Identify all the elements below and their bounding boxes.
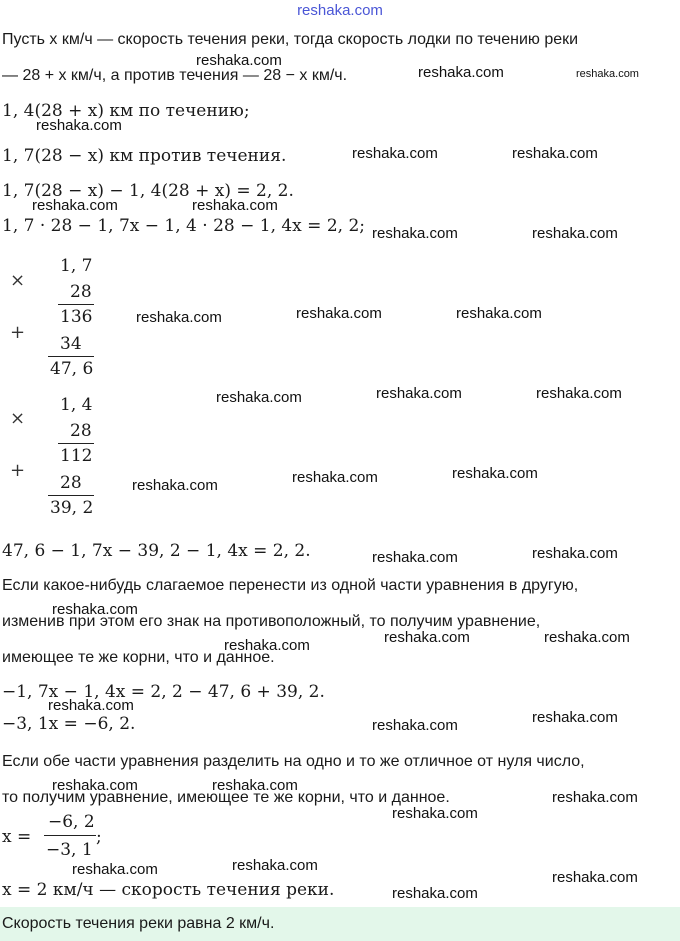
watermark: reshaka.com (216, 389, 302, 406)
equation-line-3: 1, 4(28 + x) км по течению; (2, 101, 250, 121)
equation-line-8: −1, 7x − 1, 4x = 2, 2 − 47, 6 + 39, 2. (2, 682, 325, 702)
watermark: reshaka.com (452, 465, 538, 482)
watermark: reshaka.com (392, 885, 478, 902)
fraction-denominator: −3, 1 (46, 840, 93, 860)
text-line-2: — 28 + x км/ч, а против течения — 28 − x км/ч. (2, 67, 348, 84)
times-sign: × (10, 270, 26, 291)
rule (48, 495, 94, 496)
watermark: reshaka.com (372, 717, 458, 734)
rule-paragraph-1b: изменив при этом его знак на противоположный, то получим уравнение, (2, 613, 541, 630)
watermark: reshaka.com (212, 777, 298, 794)
watermark: reshaka.com (296, 305, 382, 322)
factor-b: 28 (70, 282, 92, 302)
watermark: reshaka.com (292, 469, 378, 486)
times-sign: × (10, 408, 26, 429)
watermark: reshaka.com (532, 225, 618, 242)
watermark: reshaka.com (532, 545, 618, 562)
fraction-end: ; (96, 827, 102, 847)
partial-2: 28 (60, 473, 82, 493)
watermark: reshaka.com (32, 197, 118, 214)
watermark: reshaka.com (196, 52, 282, 69)
watermark: reshaka.com (136, 309, 222, 326)
equation-line-9: −3, 1x = −6, 2. (2, 714, 136, 734)
rule-paragraph-1c: имеющее те же корни, что и данное. (2, 649, 275, 666)
watermark: reshaka.com (384, 629, 470, 646)
watermark: reshaka.com (544, 629, 630, 646)
rule-paragraph-2b: то получим уравнение, имеющее те же корни, что и данное. (2, 789, 450, 806)
watermark: reshaka.com (72, 861, 158, 878)
fraction-bar (44, 835, 96, 836)
factor-a: 1, 4 (60, 395, 93, 415)
watermark: reshaka.com (456, 305, 542, 322)
product: 47, 6 (50, 359, 94, 379)
site-header-link[interactable]: reshaka.com (297, 2, 383, 19)
rule (58, 443, 94, 444)
watermark: reshaka.com (52, 601, 138, 618)
watermark: reshaka.com (418, 64, 504, 81)
rule (58, 304, 94, 305)
watermark: reshaka.com (512, 145, 598, 162)
watermark: reshaka.com (372, 225, 458, 242)
equation-line-11: x = 2 км/ч — скорость течения реки. (2, 880, 335, 900)
fraction-lhs: x = (2, 827, 32, 847)
fraction-numerator: −6, 2 (48, 812, 95, 832)
equation-line-5: 1, 7(28 − x) − 1, 4(28 + x) = 2, 2. (2, 181, 294, 201)
watermark: reshaka.com (224, 637, 310, 654)
watermark: reshaka.com (48, 697, 134, 714)
partial-1: 112 (60, 446, 93, 466)
watermark: reshaka.com (132, 477, 218, 494)
watermark: reshaka.com (576, 68, 639, 80)
rule-paragraph-1a: Если какое-нибудь слагаемое перенести из одной части уравнения в другую, (2, 577, 579, 594)
rule (48, 356, 94, 357)
answer-text: Скорость течения реки равна 2 км/ч. (2, 915, 275, 932)
watermark: reshaka.com (52, 777, 138, 794)
watermark: reshaka.com (352, 145, 438, 162)
watermark: reshaka.com (232, 857, 318, 874)
plus-sign: + (10, 322, 26, 343)
watermark: reshaka.com (536, 385, 622, 402)
watermark: reshaka.com (552, 789, 638, 806)
equation-line-6: 1, 7 · 28 − 1, 7x − 1, 4 · 28 − 1, 4x = 2, 2; (2, 216, 365, 236)
product: 39, 2 (50, 498, 94, 518)
factor-a: 1, 7 (60, 256, 93, 276)
text-line-1: Пусть x км/ч — скорость течения реки, тогда скорость лодки по течению реки (2, 31, 579, 48)
plus-sign: + (10, 460, 26, 481)
rule-paragraph-2a: Если обе части уравнения разделить на одно и то же отличное от нуля число, (2, 753, 585, 770)
partial-1: 136 (60, 307, 93, 327)
watermark: reshaka.com (372, 549, 458, 566)
watermark: reshaka.com (36, 117, 122, 134)
equation-line-7: 47, 6 − 1, 7x − 39, 2 − 1, 4x = 2, 2. (2, 541, 311, 561)
watermark: reshaka.com (192, 197, 278, 214)
factor-b: 28 (70, 421, 92, 441)
equation-line-4: 1, 7(28 − x) км против течения. (2, 146, 287, 166)
watermark: reshaka.com (552, 869, 638, 886)
watermark: reshaka.com (376, 385, 462, 402)
watermark: reshaka.com (532, 709, 618, 726)
answer-box (0, 907, 680, 941)
watermark: reshaka.com (392, 805, 478, 822)
partial-2: 34 (60, 334, 82, 354)
